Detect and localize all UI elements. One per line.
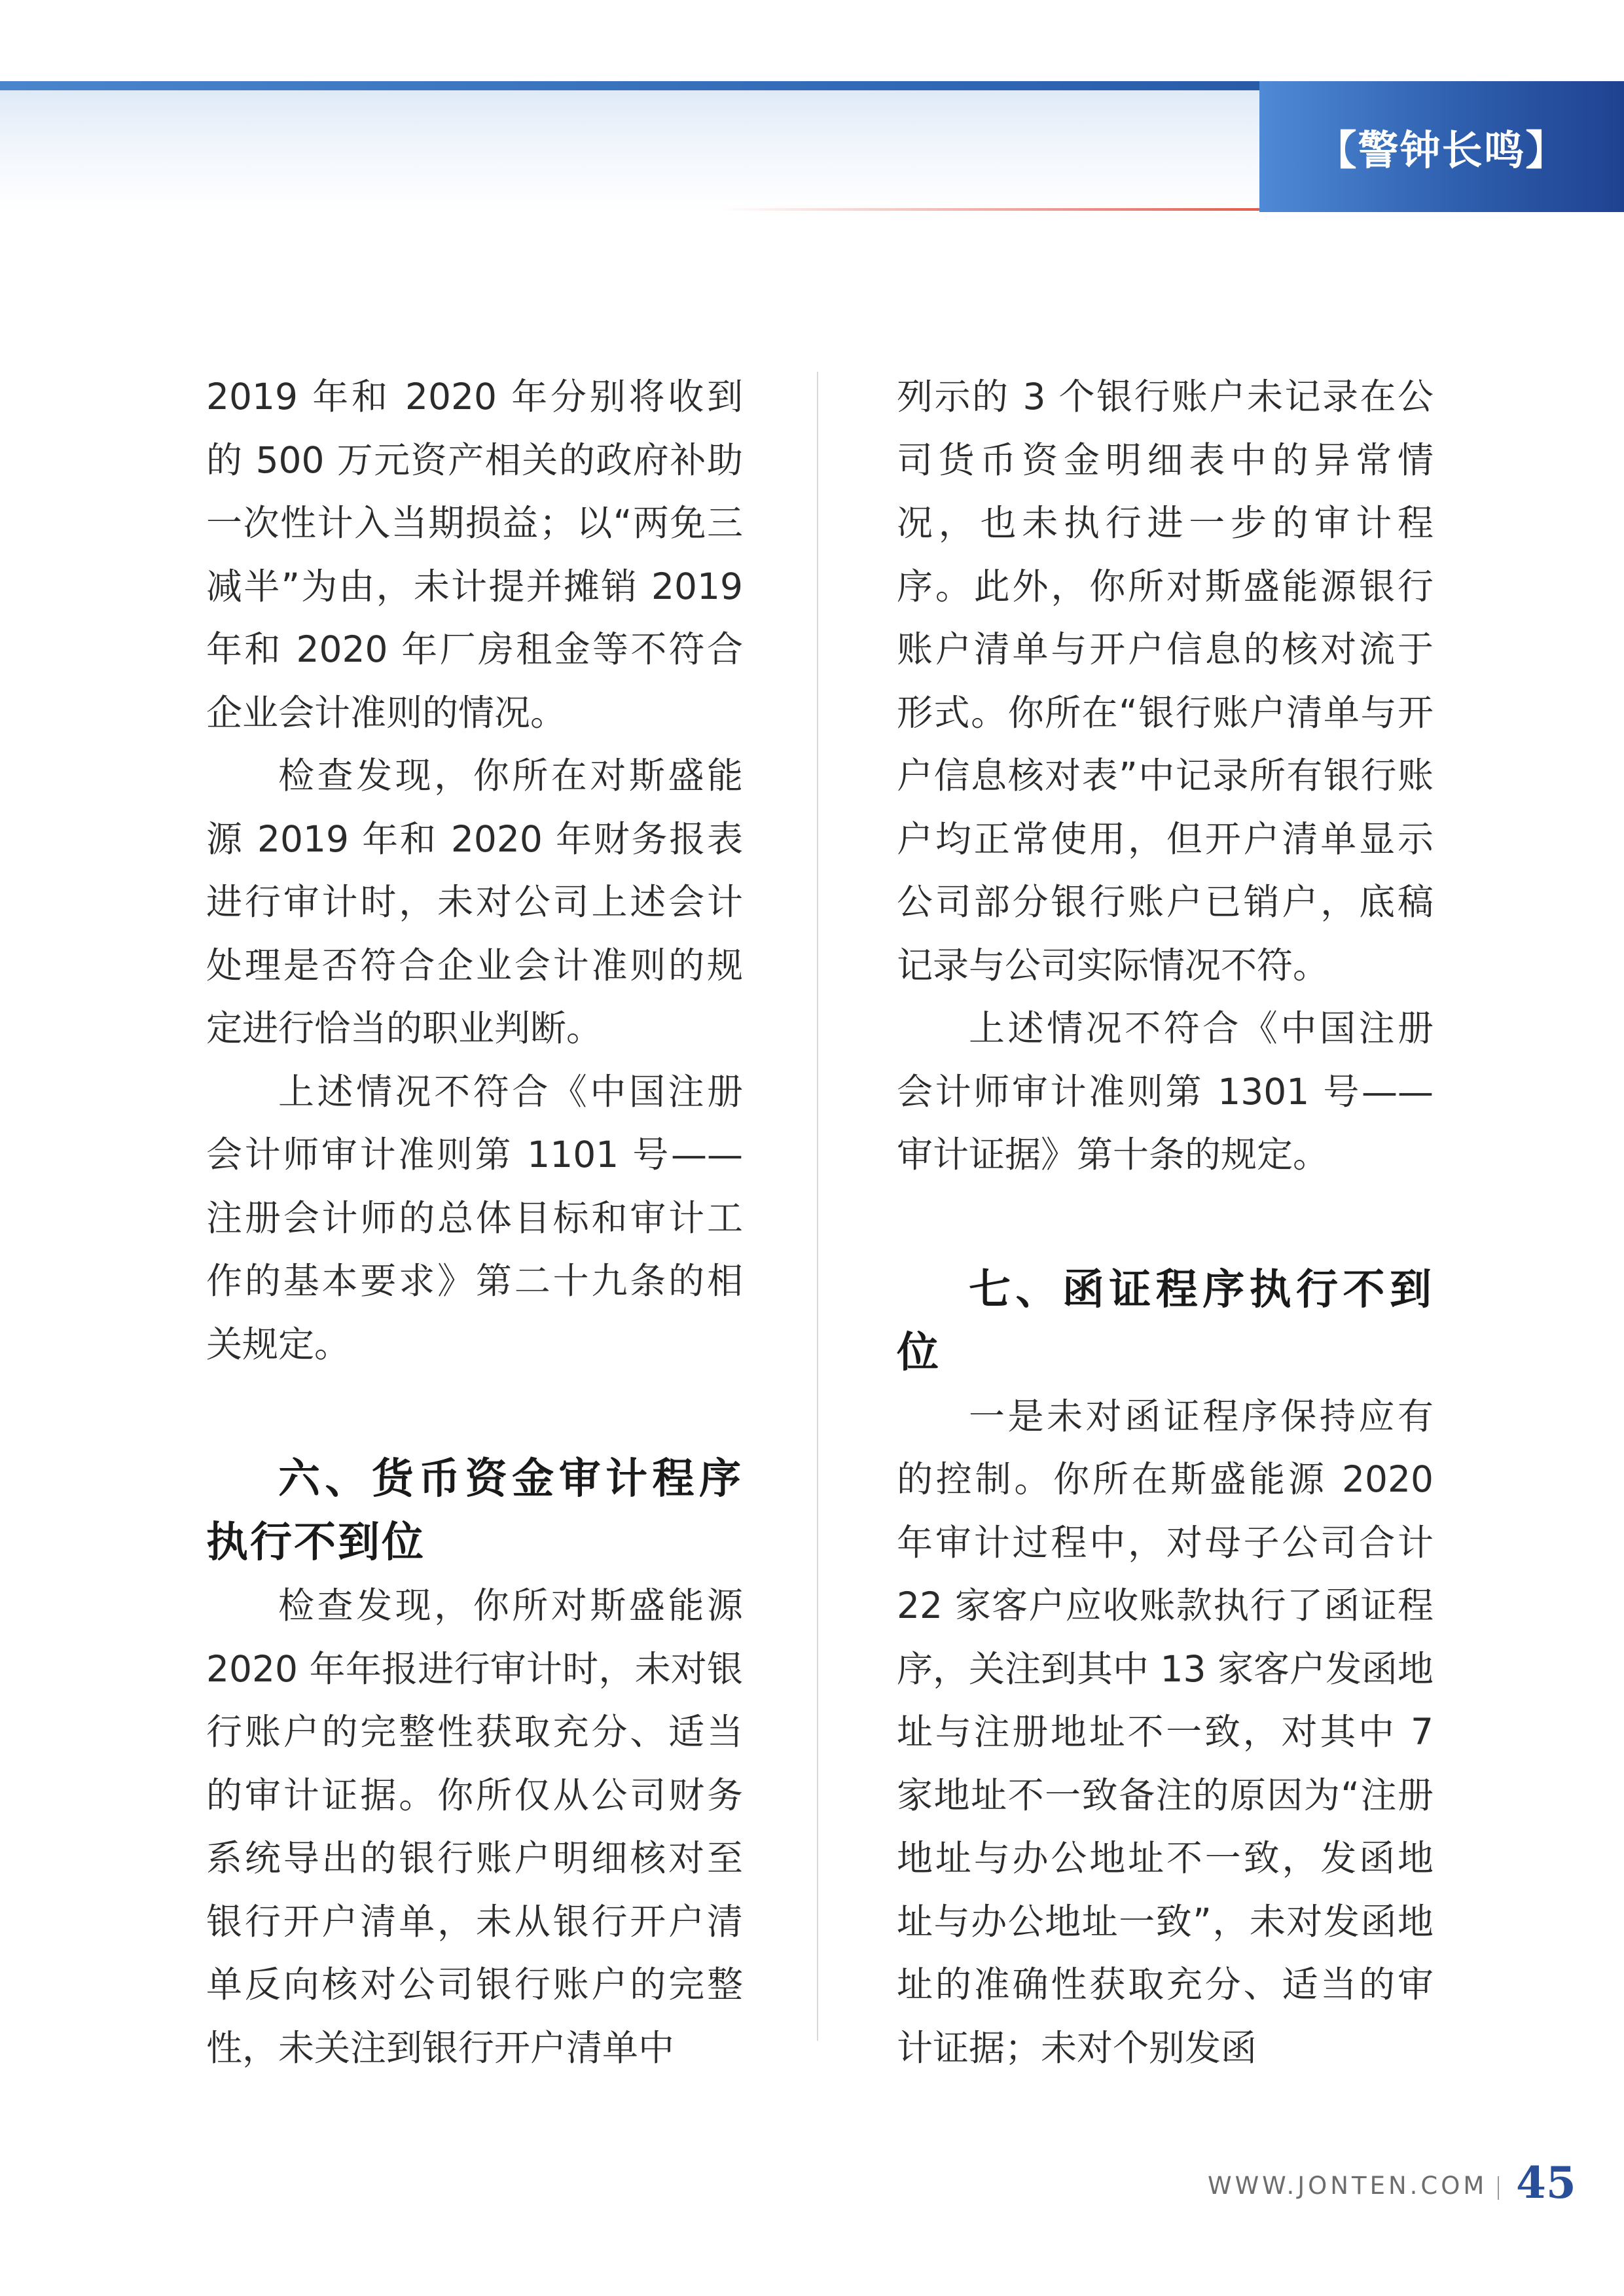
- heading-section-6: 六、货币资金审计程序执行不到位: [206, 1455, 743, 1567]
- right-paragraph-2: 上述情况不符合《中国注册会计师审计准则第 1301 号——审计证据》第十条的规定。: [897, 1007, 1434, 1175]
- column-divider: [817, 372, 818, 2041]
- right-column: [897, 365, 1434, 2079]
- section-gap: [206, 1376, 743, 1448]
- section-label: 【警钟长鸣】: [1316, 126, 1568, 174]
- heading-section-7: 七、函证程序执行不到位: [897, 1265, 1434, 1377]
- left-paragraph-4: 检查发现，你所对斯盛能源 2020 年年报进行审计时，未对银行账户的完整性获取充分、适当的审计证据。你所仅从公司财务系统导出的银行账户明细核对至银行开户清单，未从银行开户清单反向核对公司银行账户的完整性，未关注到银行开户清单中: [206, 1585, 743, 2069]
- footer-separator: [1498, 2176, 1499, 2200]
- right-paragraph-3: 一是未对函证程序保持应有的控制。你所在斯盛能源 2020 年审计过程中，对母子公司合计 22 家客户应收账款执行了函证程序，关注到其中 13 家客户发函地址与注册地址不一致，对其中 7 家地址不一致备注的原因为“注册地址与办公地址不一致，发函地址与办公地址一致”，未对发函地址的准确性获取充分、适当的审计证据；未对个别发函: [897, 1395, 1434, 2069]
- left-column: [206, 365, 743, 2079]
- section-gap: [897, 1187, 1434, 1259]
- header-band: [0, 81, 1259, 212]
- page-number: 45: [1516, 2157, 1576, 2208]
- section-tab: [1259, 81, 1624, 212]
- right-paragraph-1: 列示的 3 个银行账户未记录在公司货币资金明细表中的异常情况，也未执行进一步的审计程序。此外，你所对斯盛能源银行账户清单与开户信息的核对流于形式。你所在“银行账户清单与开户信息核对表”中记录所有银行账户均正常使用，但开户清单显示公司部分银行账户已销户，底稿记录与公司实际情况不符。: [897, 376, 1434, 986]
- left-paragraph-2: 检查发现，你所在对斯盛能源 2019 年和 2020 年财务报表进行审计时，未对公司上述会计处理是否符合企业会计准则的规定进行恰当的职业判断。: [206, 755, 743, 1049]
- header-accent-line: [720, 208, 1259, 211]
- footer-url: WWW.JONTEN.COM: [1208, 2172, 1488, 2200]
- left-paragraph-3: 上述情况不符合《中国注册会计师审计准则第 1101 号——注册会计师的总体目标和审计工作的基本要求》第二十九条的相关规定。: [206, 1070, 743, 1365]
- left-paragraph-1: 2019 年和 2020 年分别将收到的 500 万元资产相关的政府补助一次性计入当期损益；以“两免三减半”为由，未计提并摊销 2019 年和 2020 年厂房租金等不符合企业会计准则的情况。: [206, 376, 743, 734]
